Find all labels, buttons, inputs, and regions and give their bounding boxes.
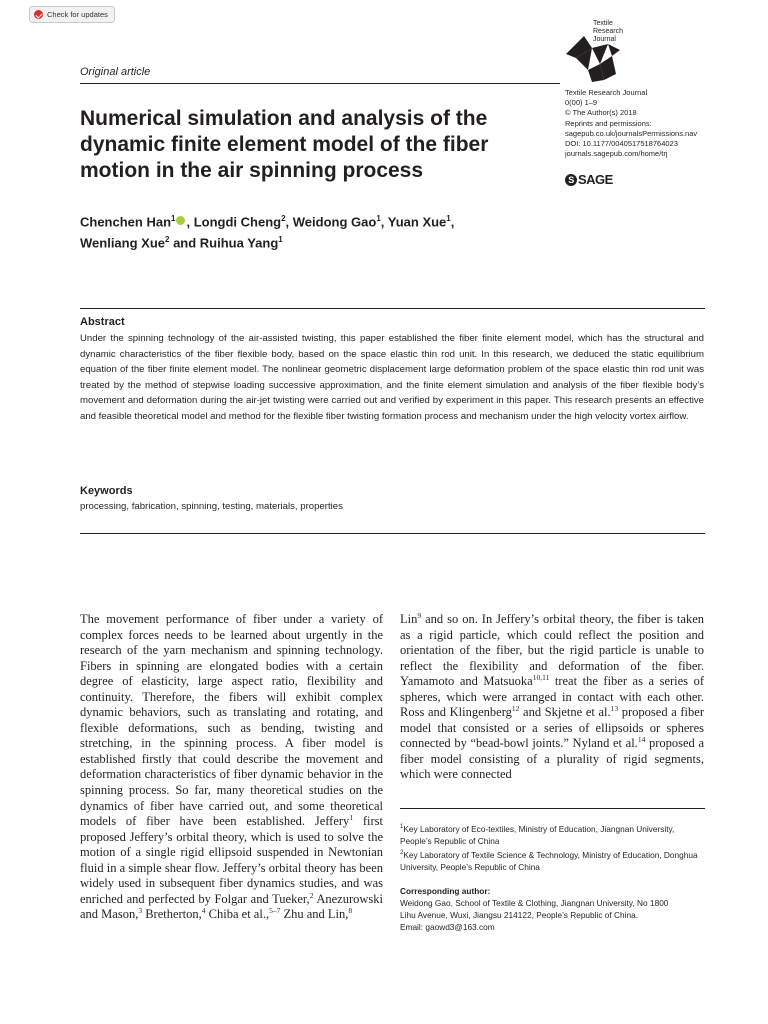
journal-volume: 0(00) 1–9	[565, 98, 598, 108]
abstract-text: Under the spinning technology of the air-assisted twisting, this paper established the fiber finite element model, which has the structural and dynamic characteristics of the fiber flexible body, based on the space elastic thin rod unit. In this research, we deduced the static equilibrium equation of the fiber finite element model. The nonlinear geometric displacement large deformation problem of the space elastic thin rod unit was treated by the method of stepwise loading successive approximation, and the finite element simulation and analysis of the fiber flexible body’s movement and deformation during the air-jet twisting were carried out and verified by experiment in this paper. This research presents an effective and feasible theoretical model and method for the flexible fiber twisting formation process and mechanism under the high velocity vortex airflow.	[80, 333, 704, 422]
abstract-rule-bottom	[80, 533, 705, 534]
author-name: Chenchen Han	[80, 214, 172, 230]
citation-link[interactable]: 14	[637, 735, 646, 745]
sage-logo	[565, 172, 613, 187]
check-updates-label: Check for updates	[47, 10, 108, 19]
corresponding-label: Corresponding author:	[400, 886, 491, 896]
body-text: and so on. In Jeffery’s orbital theory, the fiber is taken as a rigid particle, which could reflect the position and orientation of the fiber, but the rigid particle is unable to reflect the flexibility and deformation of the fiber. Yamamoto and Matsuoka	[400, 612, 704, 689]
author-affiliation-mark: 1	[376, 214, 381, 223]
body-text: Bretherton,	[142, 907, 202, 922]
corresponding-author	[400, 885, 706, 933]
author-separator: ,	[450, 214, 455, 230]
author-list	[80, 210, 560, 253]
journal-copyright: © The Author(s) 2018	[565, 108, 637, 118]
corresponding-email[interactable]: Email: gaowd3@163.com	[400, 922, 495, 933]
journal-home-link[interactable]: journals.sagepub.com/home/trj	[565, 149, 668, 159]
journal-logo-text: Textile Research Journal	[593, 20, 623, 43]
affiliation-item: $^2$Key Laboratory of Textile Science & Technology, Ministry of Education, Donghua University, People’s Republic of China	[400, 849, 698, 872]
author-affiliation-mark: 1	[171, 214, 176, 223]
body-text: Zhu and Lin,	[280, 907, 349, 922]
keywords-heading: Keywords	[80, 485, 133, 497]
citation-link[interactable]: 5–7	[269, 906, 281, 916]
journal-doi[interactable]: DOI: 10.1177/0040517518764023	[565, 139, 678, 149]
author-name: Yuan Xue	[387, 214, 447, 230]
paper-title: Numerical simulation and analysis of the dynamic finite element model of the fiber motion in the air spinning process	[80, 107, 489, 182]
citation-link[interactable]: 13	[610, 704, 619, 714]
journal-logo	[562, 20, 672, 84]
journal-reprints: Reprints and permissions:	[565, 118, 652, 128]
check-updates-icon	[34, 10, 43, 19]
citation-link[interactable]: 10,11	[532, 673, 550, 683]
body-column-left	[80, 612, 383, 923]
citation-link[interactable]: 1	[349, 812, 354, 822]
body-text: The movement performance of fiber under a variety of complex forces needs to be learned about urgently in the research of the yarn mechanism and spinning technology. Fibers in spinning are elongated bodies with a certain degree of elasticity, large aspect ratio, flexibility and continuity. Therefore, the fibers will exhibit complex dynamic behaviors, such as translating and rotating, and flexible deformations, such as bending, twisting and stretching, in the spinning process. A fiber model is established firstly that could describe the movement and deformation characteristics of fiber dynamic behavior in the spinning process. So far, many theoretical studies on the dynamics of fiber have carried out, and some theoretical models of fiber have been established. Jeffery	[80, 612, 383, 829]
citation-link[interactable]: 3	[138, 906, 143, 916]
body-text: proposed a fiber model that consisted or a series of ellipsoids or spheres connected by “bead-bowl joints.” Nyland et al.	[400, 705, 704, 751]
citation-link[interactable]: 8	[348, 906, 353, 916]
affiliation-item: $^1$Key Laboratory of Eco-textiles, Ministry of Education, Jiangnan University, People’s Republic of China	[400, 823, 675, 846]
sage-logo-icon: S	[565, 174, 577, 186]
abstract-heading: Abstract	[80, 316, 125, 328]
body-text: and Skjetne et al.	[519, 705, 611, 720]
journal-permissions-link[interactable]: sagepub.co.uk/journalsPermissions.nav	[565, 128, 698, 138]
author-affiliation-mark: 1	[446, 214, 451, 223]
article-type: Original article	[80, 66, 151, 78]
author-name: Ruihua Yang	[199, 235, 279, 251]
author-separator: ,	[285, 214, 293, 230]
check-for-updates-button[interactable]	[29, 6, 115, 23]
citation-link[interactable]: 4	[201, 906, 206, 916]
body-text: proposed a fiber model consisting of a plurality of rigid segments, which were connected	[400, 736, 704, 782]
body-text: treat the fiber as a series of spheres, which were arranged in contact with each other. Ross and Klingenberg	[400, 674, 705, 720]
journal-info	[565, 88, 715, 159]
journal-name: Textile Research Journal	[565, 88, 648, 97]
body-text: Chiba et al.,	[205, 907, 270, 922]
author-affiliation-mark: 2	[281, 214, 286, 223]
orcid-icon[interactable]	[176, 216, 185, 225]
corresponding-line: Lihu Avenue, Wuxi, Jiangsu 214122, People’s Republic of China.	[400, 910, 639, 921]
header-rule	[80, 83, 560, 84]
footnote-rule	[400, 808, 705, 809]
body-text: Lin	[400, 612, 418, 626]
citation-link[interactable]: 2	[309, 890, 314, 900]
publisher-name: SAGE	[578, 172, 613, 187]
body-column-right	[400, 612, 704, 783]
keywords-text: processing, fabrication, spinning, testing, materials, properties	[80, 501, 343, 512]
citation-link[interactable]: 12	[511, 704, 520, 714]
author-separator: and	[169, 235, 200, 251]
body-text: first proposed Jeffery’s orbital theory, which is used to solve the motion of a single rigid ellipsoid suspended in Newtonian fluid in a simple shear flow. Jeffery’s orbital theory has been widely used in subsequent fiber dynamics studies, and was enriched and perfected by Folgar and Tueker,	[80, 814, 384, 906]
author-separator: ,	[380, 214, 388, 230]
author-name: Weidong Gao	[292, 214, 377, 230]
author-affiliation-mark: 1	[278, 235, 283, 245]
author-affiliation-mark: 2	[165, 235, 170, 245]
author-separator: ,	[186, 214, 194, 230]
corresponding-line: Weidong Gao, School of Textile & Clothing, Jiangnan University, No 1800	[400, 898, 669, 909]
author-name: Longdi Cheng	[193, 214, 282, 230]
body-text: Anezurowski and Mason,	[80, 891, 383, 922]
author-name: Wenliang Xue	[80, 235, 165, 251]
abstract-rule-top	[80, 308, 705, 309]
citation-link[interactable]: 9	[417, 610, 422, 620]
affiliations	[400, 821, 706, 873]
